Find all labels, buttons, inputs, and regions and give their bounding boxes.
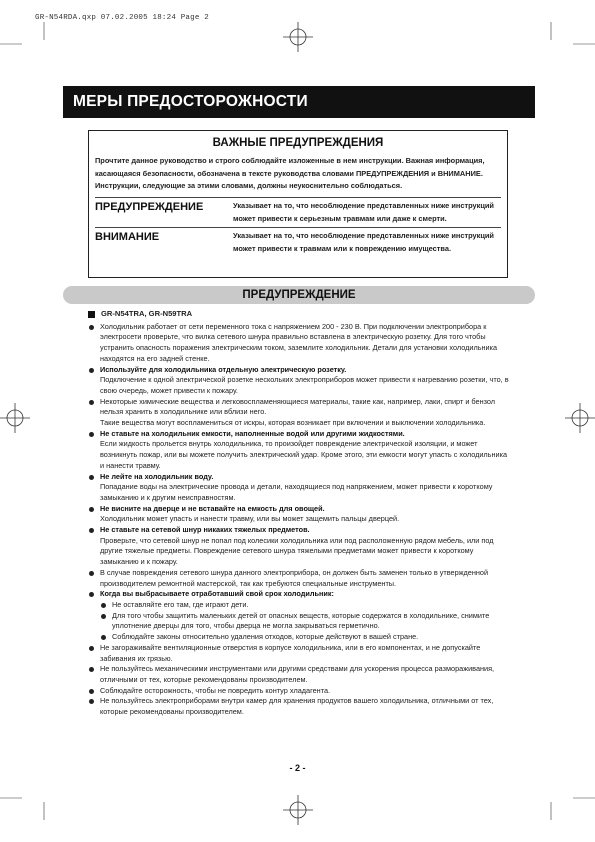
list-item	[88, 397, 512, 429]
item-text: Попадание воды на электрические провода и детали, находящиеся под напряжением, может привести к короткому замыканию и к другим неисправностям.	[100, 482, 493, 502]
bullet-icon	[101, 614, 106, 619]
important-warnings-intro: Прочтите данное руководство и строго соблюдайте изложенные в нем инструкции. Важная информация, касающаяся безопасности, обозначена в тексте руководства словами ПРЕДУПРЕЖДЕНИЯ и ВНИМАНИЕ. Инструкции, следующие за этими словами, должны неукоснительно соблюдаться.	[95, 156, 485, 191]
item-text: В случае повреждения сетевого шнура данного электроприбора, он должен быть заменен только в утвержденной производителем ремонтной мастерской, так как требуются специальные инструменты.	[100, 567, 489, 588]
list-item	[88, 643, 512, 664]
definition-row-caution	[95, 227, 501, 256]
item-text: Соблюдайте законы относительно удаления отходов, которые действуют в вашей стране.	[112, 632, 419, 642]
section-heading-warning: ПРЕДУПРЕЖДЕНИЕ	[63, 286, 535, 304]
sub-list-item	[88, 632, 512, 643]
bullet-icon	[89, 667, 94, 672]
square-bullet-icon	[88, 311, 95, 318]
list-item	[88, 472, 512, 504]
warning-list	[88, 309, 512, 718]
important-warnings-title: ВАЖНЫЕ ПРЕДУПРЕЖДЕНИЯ	[212, 137, 384, 149]
item-lead: Не висните на дверце и не вставайте на емкость для овощей.	[100, 503, 325, 513]
sub-list-item	[88, 611, 512, 632]
list-item	[88, 322, 512, 365]
definition-term: ПРЕДУПРЕЖДЕНИЕ	[95, 200, 204, 213]
definition-description: Указывает на то, что несоблюдение представленных ниже инструкций может привести к серьезным травмам или даже к смерти.	[233, 200, 494, 223]
item-lead: Не лейте на холодильник воду.	[100, 471, 214, 481]
bullet-icon	[89, 528, 94, 533]
bullet-icon	[89, 571, 94, 576]
page-title: МЕРЫ ПРЕДОСТОРОЖНОСТИ	[63, 86, 535, 118]
bullet-icon	[89, 646, 94, 651]
item-lead: Используйте для холодильника отдельную электрическую розетку.	[100, 364, 347, 374]
bullet-icon	[101, 603, 106, 608]
item-text: Холодильник работает от сети переменного тока с напряжением 200 - 230 В. При подключении электроприбора к электросети проверьте, что вилка сетевого шнура правильно вставлена в электрическую розетку. Для того чтобы устранить опасность поражения электрическим током, заземлите холодильник. Детали для установки холодильника находятся на его задней стенке.	[100, 321, 498, 363]
item-text: Некоторые химические вещества и легковоспламеняющиеся материалы, такие как, например, лаки, спирт и бензол нельзя хранить в холодильнике или вблизи него.	[100, 396, 496, 417]
bullet-icon	[89, 325, 94, 330]
item-text: Холодильник может упасть и нанести травму, или вы может защемить пальцы дверцей.	[100, 514, 400, 524]
item-lead: Не ставьте на холодильник емкости, наполненные водой или другими жидкостями.	[100, 428, 405, 438]
definition-term: ВНИМАНИЕ	[95, 231, 160, 244]
list-item	[88, 365, 512, 397]
item-text: Соблюдайте осторожность, чтобы не повредить контур хладагента.	[100, 685, 331, 695]
list-item	[88, 664, 512, 685]
warning-items	[88, 322, 512, 718]
model-heading	[88, 309, 512, 320]
bullet-icon	[89, 699, 94, 704]
list-item	[88, 525, 512, 568]
bullet-icon	[89, 368, 94, 373]
item-text: Не загораживайте вентиляционные отверстия в корпусе холодильника, или в его компонентах, и не допускайте забивания их грязью.	[100, 642, 481, 663]
item-text: Для того чтобы защитить маленьких детей от опасных веществ, которые содержатся в холодильнике, снимите уплотнение дверцы для того, чтобы дверца не могла закрываться герметично.	[112, 610, 490, 631]
item-text: Не пользуйтесь электроприборами внутри камер для хранения продуктов вашего холодильника, отличными от тех, которые рекомендованы производителем.	[100, 696, 494, 717]
item-text: Не оставляйте его там, где играют дети.	[112, 599, 249, 609]
page-number: - 2 -	[289, 763, 306, 773]
list-item	[88, 568, 512, 589]
bullet-icon	[89, 432, 94, 437]
important-warnings-box	[88, 130, 508, 278]
item-text: Если жидкость прольется внутрь холодильника, то произойдет повреждение электрической изоляции, и может возникнуть пожар, или вы можете получить электрический удар. Кроме этого, эти емкости могут упасть с холодильника и нанести травму.	[100, 439, 508, 470]
list-item	[88, 589, 512, 600]
list-item	[88, 686, 512, 697]
item-text: Не пользуйтесь механическими инструментами или другими средствами для ускорения процесса размораживания, отличными от тех, которые рекомендованы производителем.	[100, 664, 495, 684]
item-text: Такие вещества могут воспламениться от искры, которая возникает при включении и выключении холодильника.	[100, 418, 486, 428]
bullet-icon	[89, 400, 94, 405]
item-lead: Не ставьте на сетевой шнур никаких тяжелых предметов.	[100, 525, 310, 535]
model-names: GR-N54TRA, GR-N59TRA	[101, 309, 193, 318]
sub-list-item	[88, 600, 512, 611]
bullet-icon	[89, 475, 94, 480]
item-lead: Когда вы выбрасываете отработавший свой срок холодильник:	[100, 589, 334, 599]
definition-description: Указывает на то, что несоблюдение представленных ниже инструкций может привести к травмам или к повреждению имущества.	[233, 231, 494, 254]
list-item	[88, 504, 512, 525]
list-item	[88, 429, 512, 472]
bullet-icon	[89, 592, 94, 597]
bullet-icon	[101, 635, 106, 640]
bullet-icon	[89, 507, 94, 512]
item-text: Проверьте, что сетевой шнур не попал под колесики холодильника или под расположенную рядом мебель, или под другие тяжелые предметы. Повреждение сетевого шнура тяжелыми предметами может привести к короткому замыканию и к пожару.	[100, 535, 494, 567]
item-text: Подключение к одной электрической розетке нескольких электроприборов может привести к нагреванию розетки, что, в свою очередь, может привести к пожару.	[100, 375, 509, 395]
bullet-icon	[89, 689, 94, 694]
print-slug-line: GR-N54RDA.qxp 07.02.2005 18:24 Page 2	[35, 14, 209, 22]
definition-row-warning	[95, 197, 501, 226]
list-item	[88, 696, 512, 717]
